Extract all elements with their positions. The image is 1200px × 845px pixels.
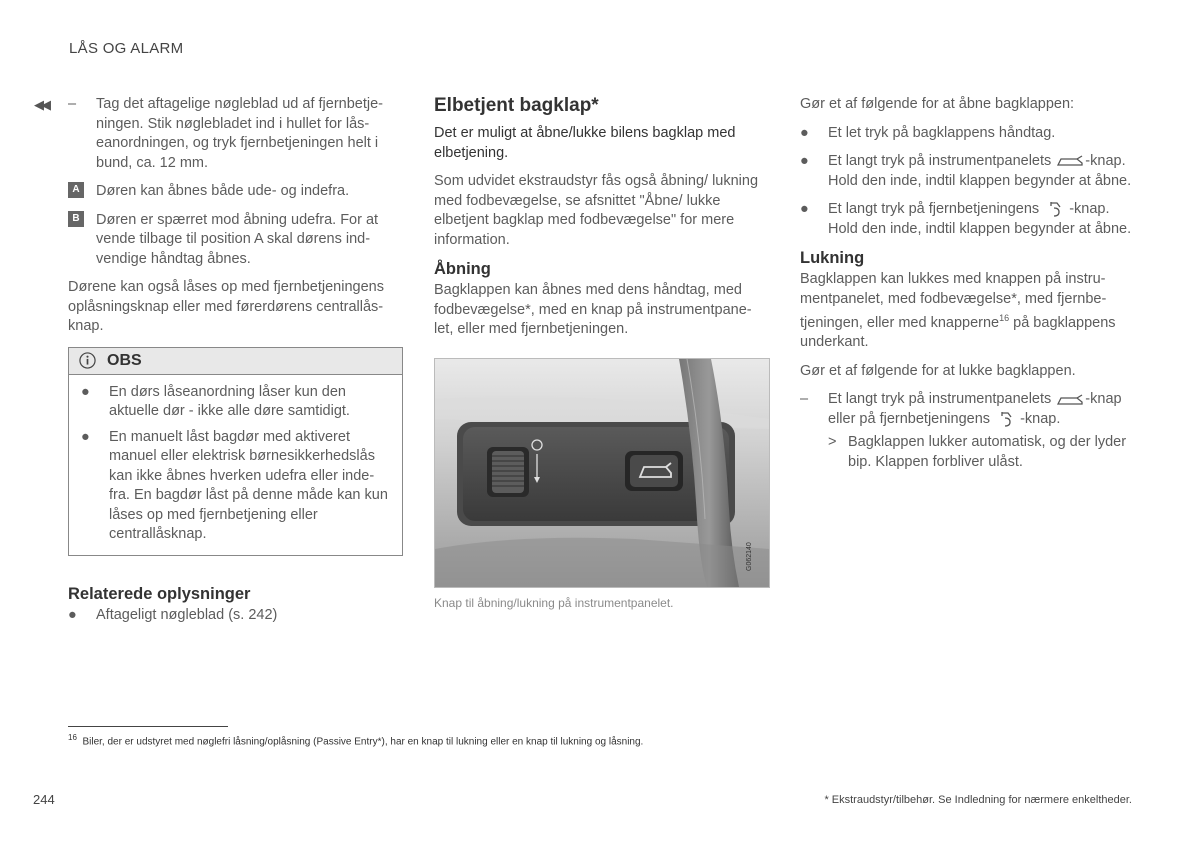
unlock-paragraph: Dørene kan også låses op med fjernbetjeningens oplåsningsknap eller med førerdørens centrallås-knap. bbox=[68, 279, 384, 334]
bullet-icon: ● bbox=[800, 124, 809, 141]
footnote-text: Biler, der er udstyret med nøglefri låsning/oplåsning (Passive Entry*), har en knap til lukning eller en knap til lukning og låsning. bbox=[82, 736, 644, 748]
open-option-dashboard bbox=[800, 152, 1140, 191]
open-option-remote bbox=[800, 200, 1140, 239]
close-intro: Gør et af følgende for at lukke bagklappen. bbox=[800, 362, 1076, 379]
open-option-text: Et let tryk på bagklappens håndtag. bbox=[828, 124, 1056, 141]
image-caption: Knap til åbning/lukning på instrumentpanelet. bbox=[434, 595, 674, 610]
tailgate-icon bbox=[1055, 154, 1085, 168]
open-option-text: Et langt tryk på instrumentpanelets bbox=[828, 153, 1052, 169]
step-text: Tag det aftagelige nøgleblad ud af fjernbetje-ningen. Stik nøglebladet ind i hullet for lås-eanordningen, og tryk fjernbetjeningen helt i bund, ca. 12 mm. bbox=[96, 96, 383, 171]
continued-from-previous-icon: ◀◀ bbox=[34, 97, 48, 112]
dash-marker: – bbox=[800, 391, 809, 408]
close-step-text-end: -knap. bbox=[1020, 410, 1061, 427]
position-a-item bbox=[68, 182, 403, 202]
info-icon bbox=[79, 352, 96, 369]
foot-movement-paragraph: Som udvidet ekstraudstyr fås også åbning/ lukning med fodbevægelse, se afsnittet "Åbne/ lukke elbetjent bagklap med fodbevægelse" for mere information. bbox=[434, 173, 759, 248]
tailgate-icon bbox=[1055, 393, 1085, 407]
position-b-badge: B bbox=[68, 211, 84, 227]
obs-item bbox=[81, 428, 394, 545]
bullet-icon: ● bbox=[81, 383, 90, 400]
obs-item-text: En manuelt låst bagdør med aktiveret manuel eller elektrisk børnesikkerhedslås kan ikke åbnes hverken udefra eller inde-fra. En bagdør låst på denne måde kan kun låses op med fjernbetjening eller centrallåsknap. bbox=[109, 428, 388, 542]
step-remove-key-blade bbox=[68, 95, 403, 173]
closing-text bbox=[800, 270, 1140, 353]
dashboard-illustration bbox=[435, 359, 769, 587]
obs-item bbox=[81, 383, 394, 422]
open-option-text-cont: -knap. Hold den inde, indtil klappen begynder at åbne. bbox=[828, 153, 1132, 189]
open-option-handle bbox=[800, 124, 1140, 144]
opening-title: Åbning bbox=[434, 260, 491, 278]
position-b-text: Døren er spærret mod åbning udefra. For at vende tilbage til position A skal dørens ind-vendige håndtag åbnes. bbox=[96, 211, 379, 267]
section-header: LÅS OG ALARM bbox=[69, 40, 184, 57]
position-a-badge: A bbox=[68, 182, 84, 198]
related-title: Relaterede oplysninger bbox=[68, 584, 251, 603]
close-step-text: Et langt tryk på instrumentpanelets bbox=[828, 391, 1052, 408]
obs-item-text: En dørs låseanordning låser kun den aktuelle dør - ikke alle døre samtidigt. bbox=[109, 383, 350, 419]
closing-text-end: på bagklappens underkant. bbox=[800, 314, 1116, 351]
tailgate-title: Elbetjent bagklap* bbox=[434, 95, 599, 116]
closing-title: Lukning bbox=[800, 249, 865, 267]
open-intro: Gør et af følgende for at åbne bagklappen: bbox=[800, 96, 1075, 112]
column-left bbox=[68, 95, 403, 634]
page-number: 244 bbox=[33, 792, 55, 807]
close-step-text-cont: -knap eller på fjernbetjeningens bbox=[828, 391, 1122, 427]
column-middle bbox=[434, 95, 770, 613]
position-b-item bbox=[68, 211, 403, 270]
tailgate-intro: Det er muligt at åbne/lukke bilens bagklap med elbetjening. bbox=[434, 125, 736, 161]
close-result-text: Bagklappen lukker automatisk, og der lyder bip. Klappen forbliver ulåst. bbox=[848, 434, 1127, 470]
dash-marker: – bbox=[68, 96, 77, 112]
obs-header bbox=[69, 348, 402, 375]
result-marker: > bbox=[828, 434, 837, 451]
column-right bbox=[800, 95, 1140, 481]
related-link-item[interactable] bbox=[68, 606, 403, 626]
closing-text-main: Bagklappen kan lukkes med knappen på instru-mentpanelet, med fodbevægelse*, med fjernbe-tjeningen, eller med knapperne bbox=[800, 271, 1107, 331]
footnote-number: 16 bbox=[68, 733, 77, 742]
open-option-text-cont: -knap. Hold den inde, indtil klappen begynder at åbne. bbox=[828, 201, 1132, 237]
image-code: G062140 bbox=[746, 541, 753, 571]
obs-body bbox=[69, 375, 402, 555]
obs-title: OBS bbox=[107, 351, 142, 369]
footnote-ref: 16 bbox=[999, 313, 1010, 323]
obs-note-box bbox=[68, 347, 403, 556]
bullet-icon: ● bbox=[800, 201, 809, 217]
close-step bbox=[800, 390, 1140, 472]
bullet-icon: ● bbox=[68, 606, 77, 623]
position-a-text: Døren kan åbnes både ude- og indefra. bbox=[96, 183, 350, 199]
remote-tailgate-icon bbox=[994, 410, 1020, 428]
footer-note: * Ekstraudstyr/tilbehør. Se Indledning for nærmere enkeltheder. bbox=[824, 794, 1132, 806]
related-link-text[interactable]: Aftageligt nøgleblad (s. 242) bbox=[96, 606, 278, 623]
footnote-divider bbox=[68, 726, 228, 727]
remote-tailgate-icon bbox=[1043, 200, 1069, 218]
bullet-icon: ● bbox=[800, 153, 809, 169]
dashboard-button-photo bbox=[434, 358, 770, 588]
footnote bbox=[68, 733, 643, 747]
open-option-text: Et langt tryk på fjernbetjeningens bbox=[828, 201, 1040, 217]
opening-text: Bagklappen kan åbnes med dens håndtag, med fodbevægelse*, med en knap på instrumentpane-let, eller med fjernbetjeningen. bbox=[434, 282, 752, 337]
close-result bbox=[828, 433, 1140, 472]
bullet-icon: ● bbox=[81, 428, 90, 445]
